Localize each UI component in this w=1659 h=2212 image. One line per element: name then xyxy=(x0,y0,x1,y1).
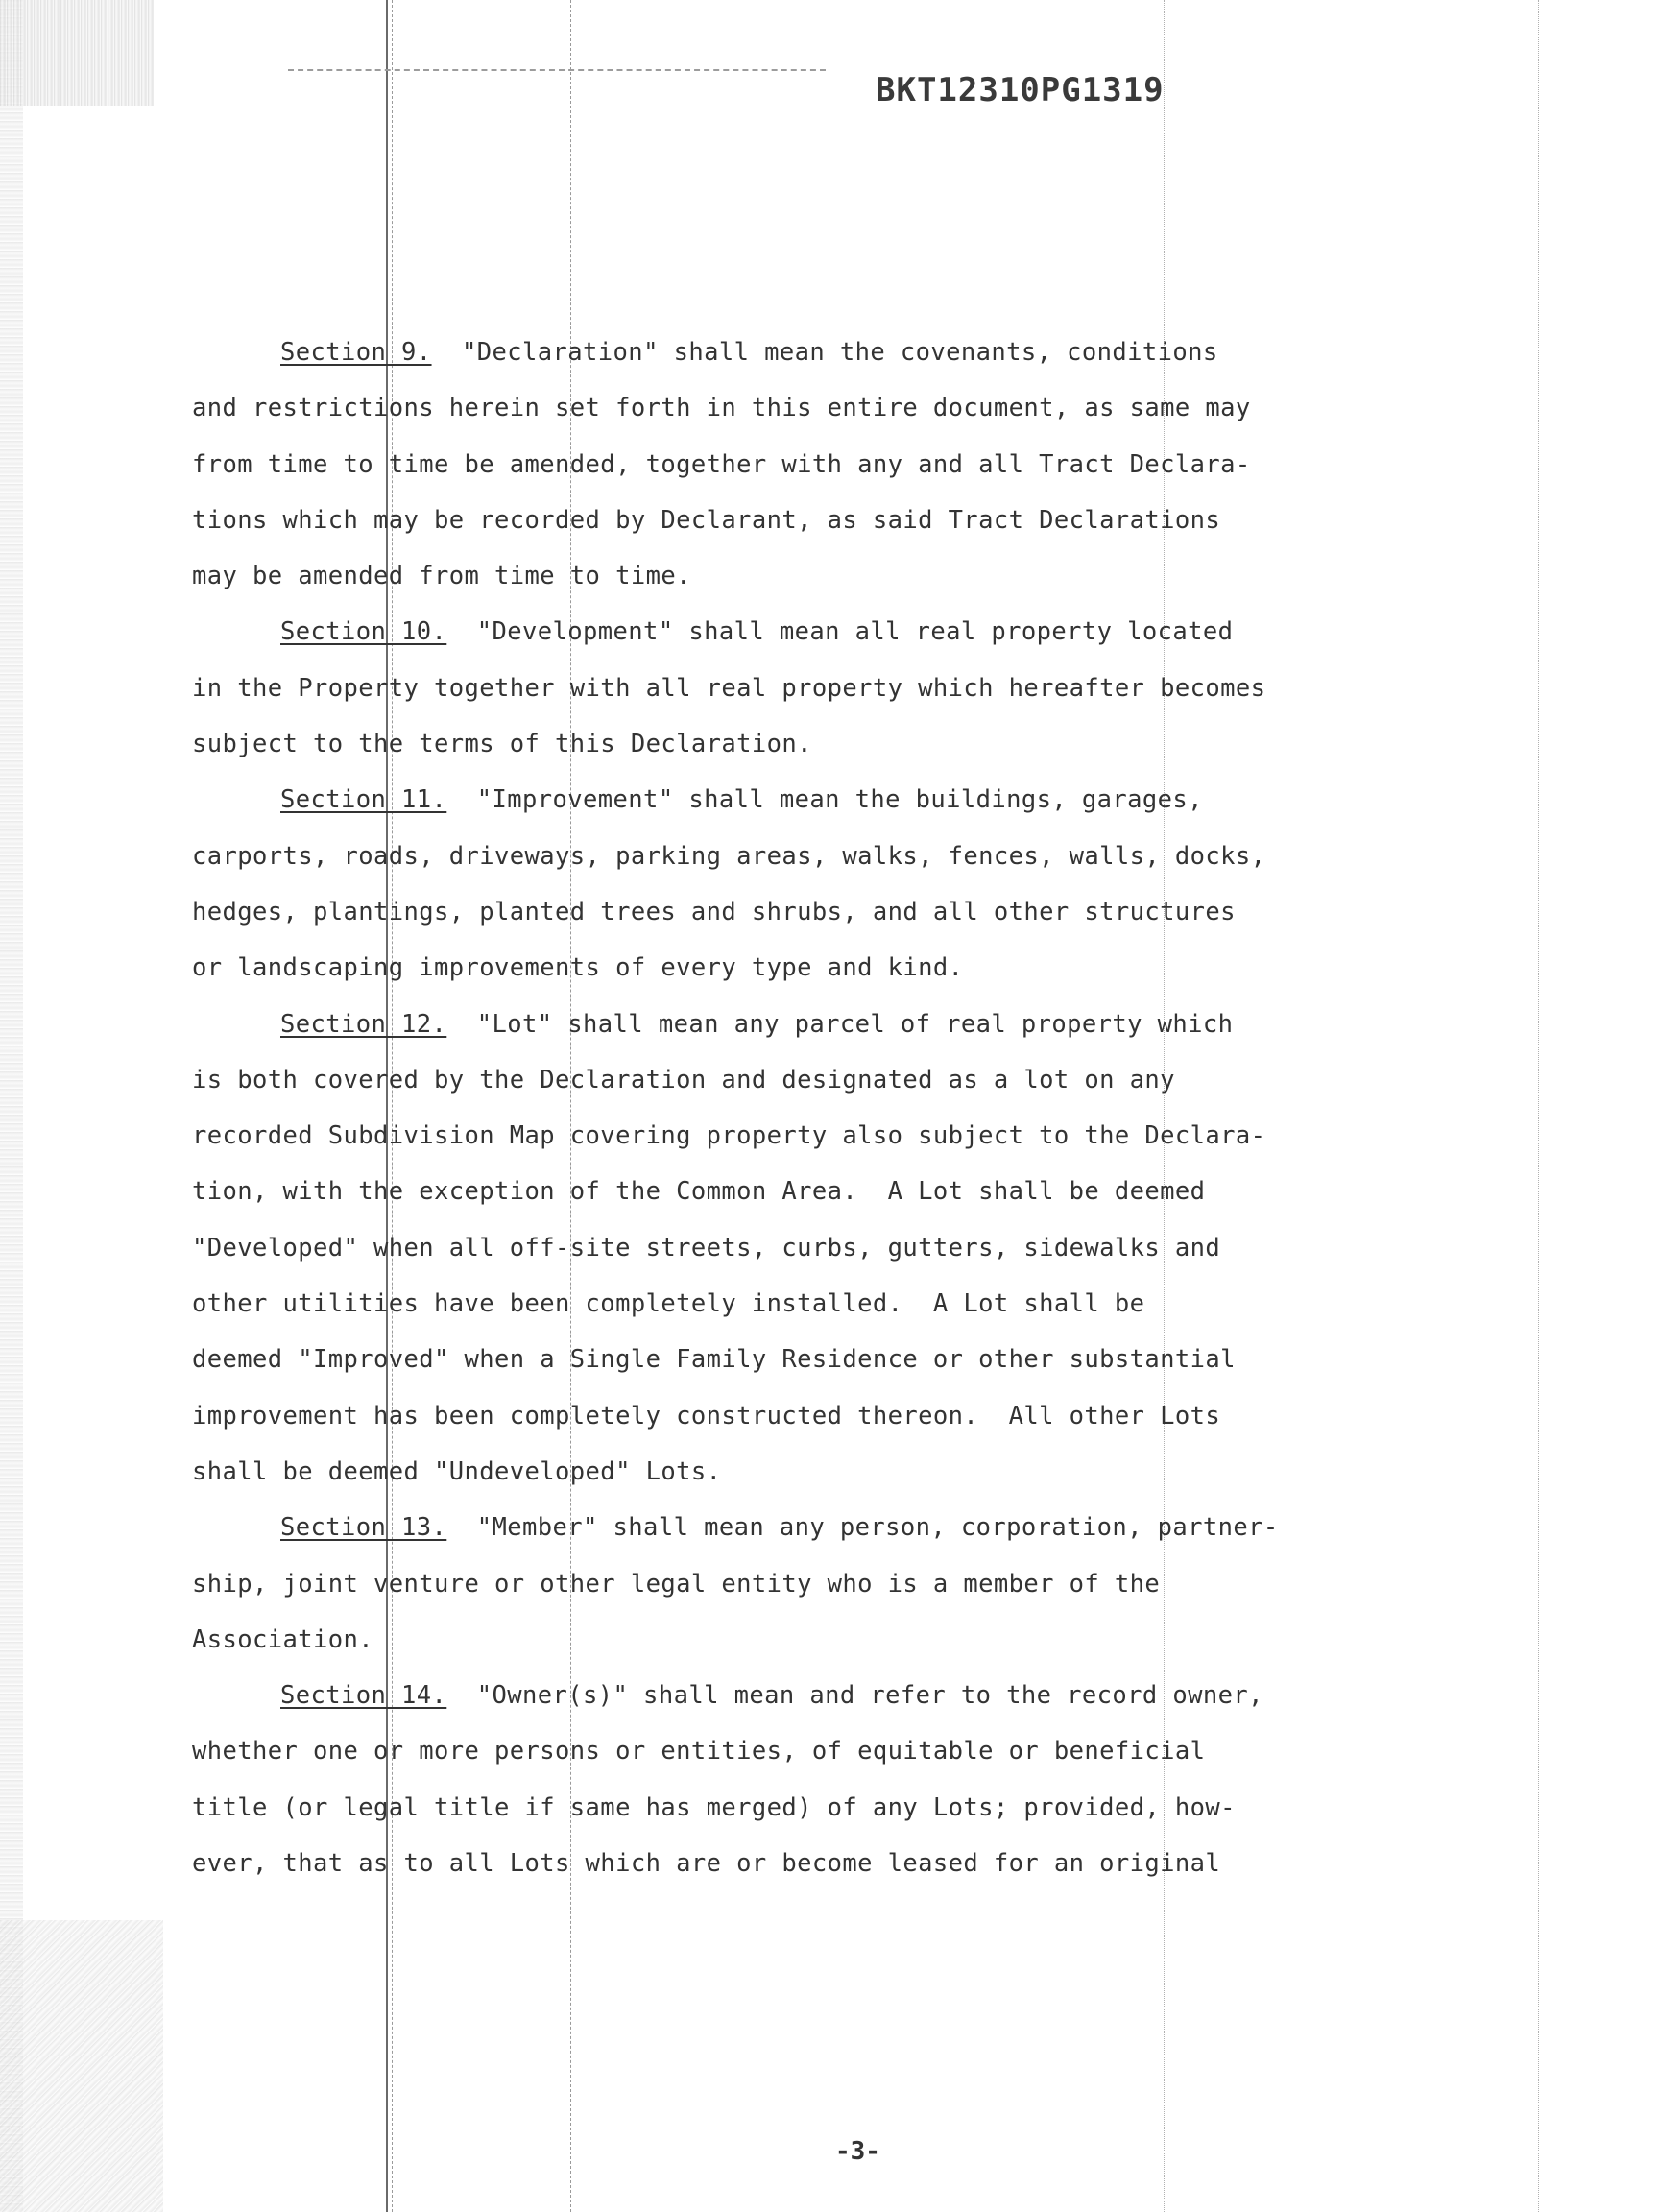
scan-edge-noise-top xyxy=(0,0,154,106)
text-line xyxy=(192,1332,1459,1387)
book-page-stamp: BKT12310PG1319 xyxy=(876,71,1165,109)
line-text: hedges, plantings, planted trees and shrubs, and all other structures xyxy=(192,897,1236,926)
line-text: recorded Subdivision Map covering property also subject to the Declara- xyxy=(192,1121,1266,1151)
text-line xyxy=(192,772,1459,828)
text-line xyxy=(192,829,1459,884)
text-line xyxy=(192,1780,1459,1836)
text-line xyxy=(192,1723,1459,1779)
line-text: and restrictions herein set forth in this entire document, as same may xyxy=(192,394,1251,423)
text-line xyxy=(192,1836,1459,1891)
text-line xyxy=(192,997,1459,1052)
text-line xyxy=(192,1500,1459,1555)
line-text: ever, that as to all Lots which are or become leased for an original xyxy=(192,1849,1221,1879)
text-line xyxy=(192,437,1459,493)
line-text: "Member" shall mean any person, corporation, partner- xyxy=(446,1513,1279,1543)
text-line xyxy=(192,884,1459,940)
section-label: Section 14. xyxy=(280,1681,447,1711)
text-line xyxy=(192,604,1459,660)
line-text: "Declaration" shall mean the covenants, conditions xyxy=(431,338,1218,367)
section-label: Section 11. xyxy=(280,785,447,815)
text-line xyxy=(192,1444,1459,1500)
text-line xyxy=(192,1388,1459,1444)
line-text: "Development" shall mean all real property located xyxy=(446,617,1234,647)
line-text: tion, with the exception of the Common Area. A Lot shall be deemed xyxy=(192,1177,1206,1207)
page-number: -3- xyxy=(835,2137,880,2166)
text-line xyxy=(192,493,1459,548)
line-text: is both covered by the Declaration and designated as a lot on any xyxy=(192,1065,1175,1094)
text-line xyxy=(192,1668,1459,1723)
section-label: Section 10. xyxy=(280,617,447,647)
line-text: in the Property together with all real property which hereafter becomes xyxy=(192,673,1266,703)
text-line xyxy=(192,661,1459,716)
line-text: "Owner(s)" shall mean and refer to the record owner, xyxy=(446,1681,1263,1711)
line-text: from time to time be amended, together with any and all Tract Declara- xyxy=(192,449,1251,479)
text-line xyxy=(192,1276,1459,1332)
line-text: shall be deemed "Undeveloped" Lots. xyxy=(192,1456,722,1486)
text-line xyxy=(192,325,1459,380)
line-text: or landscaping improvements of every type and kind. xyxy=(192,953,964,983)
line-text: may be amended from time to time. xyxy=(192,562,691,591)
line-text: other utilities have been completely installed. A Lot shall be xyxy=(192,1289,1145,1319)
text-line xyxy=(192,380,1459,436)
line-text: "Developed" when all off-site streets, curbs, gutters, sidewalks and xyxy=(192,1233,1221,1262)
line-text: tions which may be recorded by Declarant, as said Tract Declarations xyxy=(192,505,1221,535)
line-text: Association. xyxy=(192,1624,374,1654)
section-label: Section 9. xyxy=(280,338,432,367)
line-text: "Improvement" shall mean the buildings, garages, xyxy=(446,785,1203,815)
text-line xyxy=(192,716,1459,772)
text-line xyxy=(192,940,1459,996)
scan-line xyxy=(1538,0,1539,2212)
line-text: whether one or more persons or entities, of equitable or beneficial xyxy=(192,1737,1206,1767)
text-line xyxy=(192,1164,1459,1219)
text-line xyxy=(192,1052,1459,1108)
section-label: Section 12. xyxy=(280,1009,447,1039)
text-line xyxy=(192,1612,1459,1668)
text-line xyxy=(192,548,1459,604)
scan-edge-noise-bottom xyxy=(0,1920,163,2212)
line-text: "Lot" shall mean any parcel of real property which xyxy=(446,1009,1234,1039)
line-text: ship, joint venture or other legal entity who is a member of the xyxy=(192,1569,1161,1599)
scan-edge-noise-left xyxy=(0,0,23,2212)
document-body xyxy=(192,325,1459,1891)
line-text: deemed "Improved" when a Single Family Residence or other substantial xyxy=(192,1345,1236,1375)
scan-dash-row xyxy=(288,69,826,71)
line-text: subject to the terms of this Declaration. xyxy=(192,730,812,759)
text-line xyxy=(192,1556,1459,1612)
line-text: carports, roads, driveways, parking areas, walks, fences, walls, docks, xyxy=(192,841,1266,871)
line-text: improvement has been completely constructed thereon. All other Lots xyxy=(192,1401,1221,1431)
text-line xyxy=(192,1108,1459,1164)
line-text: title (or legal title if same has merged) of any Lots; provided, how- xyxy=(192,1792,1236,1822)
text-line xyxy=(192,1220,1459,1276)
section-label: Section 13. xyxy=(280,1513,447,1543)
